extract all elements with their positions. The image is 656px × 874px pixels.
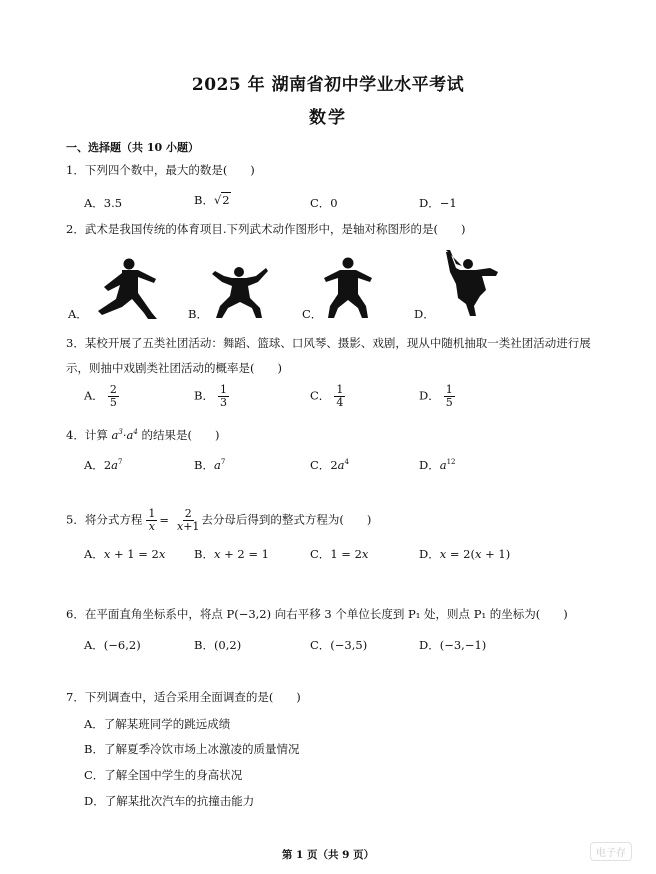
q6-option-d: D．(−3,−1) (419, 638, 487, 652)
numerator: 1 (445, 383, 453, 396)
q1-option-c: C．0 (310, 196, 338, 210)
question-3-stem-line2: 示，则抽中戏剧类社团活动的概率是( ) (66, 361, 282, 375)
equals-sign: = (159, 512, 169, 527)
q3-option-c-fraction (334, 384, 345, 409)
sqrt-symbol: √2 (213, 193, 230, 207)
q5-stem-post: 去分母后得到的整式方程为( ) (201, 512, 372, 527)
q7-option-c: C．了解全国中学生的身高状况 (84, 768, 243, 782)
watermark-badge: 电子存 (590, 842, 632, 861)
q1-option-b (194, 192, 231, 208)
denominator: 4 (336, 396, 344, 409)
martial-arts-figure-d-icon (442, 248, 500, 320)
q1-option-a: A．3.5 (84, 196, 123, 210)
q5-option-c-label: C． (310, 547, 331, 561)
q1-option-b-label: B． (194, 193, 214, 207)
q6-option-c: C．(−3,5) (310, 638, 368, 652)
question-4-stem (66, 427, 219, 443)
denominator: 5 (109, 396, 117, 409)
q6-option-b: B．(0,2) (194, 638, 242, 652)
q5-fraction-left: $\frac{1}{x}$ (148, 507, 156, 533)
q3-option-a (84, 384, 119, 409)
q5-option-d-label: D． (419, 547, 440, 561)
exam-title: 2025 年 湖南省初中学业水平考试 (191, 75, 465, 95)
q4-stem-post: 的结果是( ) (137, 428, 220, 442)
question-5-stem (66, 508, 371, 533)
q5-option-a-label: A． (84, 547, 104, 561)
numerator: 2 (109, 383, 117, 396)
q3-option-c-label: C． (310, 388, 331, 403)
denominator: 3 (219, 396, 227, 409)
q5-stem-pre: 5．将分式方程 (66, 512, 143, 527)
q5-option-a: A．x + 1 = 2x (84, 547, 166, 561)
page-footer: 第 1 页（共 9 页） (281, 849, 375, 861)
q4-option-a-label: A． (84, 458, 104, 472)
q4-option-d: D．$a^{12}$ (419, 458, 456, 472)
q4-option-c-label: C． (310, 458, 331, 472)
q4-option-a: A．$2a^7$ (84, 458, 123, 472)
q5-option-b-label: B． (194, 547, 214, 561)
q3-option-b-label: B． (194, 388, 214, 403)
q2-option-d: D． (414, 307, 435, 321)
q2-option-b: B． (188, 307, 208, 321)
q5-fraction-right: $\frac{2}{x+1}$ (176, 507, 200, 533)
q3-option-b-fraction (218, 384, 229, 409)
question-3-stem-line1: 3．某校开展了五类社团活动：舞蹈、篮球、口风琴、摄影、戏剧，现从中随机抽取一类社团活动进行展 (66, 336, 591, 350)
q5-option-d: D．x = 2(x + 1) (419, 547, 511, 561)
q1-option-b-radicand: 2 (222, 193, 230, 207)
question-1-stem: 1．下列四个数中，最大的数是( ) (66, 163, 255, 177)
q3-option-d-label: D． (419, 388, 440, 403)
martial-arts-figure-b-icon (210, 262, 270, 320)
q4-option-d-label: D． (419, 458, 440, 472)
q7-option-d: D．了解某批次汽车的抗撞击能力 (84, 794, 255, 808)
q3-option-b (194, 384, 229, 409)
q7-option-b: B．了解夏季冷饮市场上冰激凌的质量情况 (84, 742, 300, 756)
denominator: 5 (445, 396, 453, 409)
q6-option-a: A．(−6,2) (84, 638, 141, 652)
q2-option-c: C． (302, 307, 323, 321)
martial-arts-figure-c-icon (322, 254, 374, 320)
question-2-stem: 2．武术是我国传统的体育项目.下列武术动作图形中，是轴对称图形的是( ) (66, 222, 466, 236)
q3-option-c (310, 384, 345, 409)
q4-stem-pre: 4．计算 (66, 428, 112, 442)
martial-arts-figure-a-icon (94, 255, 160, 321)
q5-option-c: C．1 = 2x (310, 547, 369, 561)
q4-option-c: C．$2a^4$ (310, 458, 349, 472)
numerator: 1 (219, 383, 227, 396)
q2-option-a: A． (68, 307, 88, 321)
question-6-stem: 6．在平面直角坐标系中，将点 P(−3,2) 向右平移 3 个单位长度到 P₁ 处，则点 P₁ 的坐标为( ) (66, 607, 568, 621)
section-heading: 一、选择题（共 10 小题） (66, 141, 199, 154)
q4-option-b-label: B． (194, 458, 214, 472)
q1-option-d: D．−1 (419, 196, 457, 210)
q4-option-b: B．$a^7$ (194, 458, 226, 472)
q3-option-a-fraction (108, 384, 119, 409)
q3-option-a-label: A． (84, 388, 104, 403)
exam-subject: 数学 (309, 108, 347, 128)
q5-option-b: B．x + 2 = 1 (194, 547, 269, 561)
numerator: 1 (336, 383, 344, 396)
q3-option-d-fraction (444, 384, 455, 409)
q7-option-a: A．了解某班同学的跳远成绩 (84, 717, 231, 731)
q3-option-d (419, 384, 455, 409)
question-7-stem: 7．下列调查中，适合采用全面调查的是( ) (66, 690, 301, 704)
q4-expression: $a^3\cdot a^4$ (111, 428, 138, 442)
